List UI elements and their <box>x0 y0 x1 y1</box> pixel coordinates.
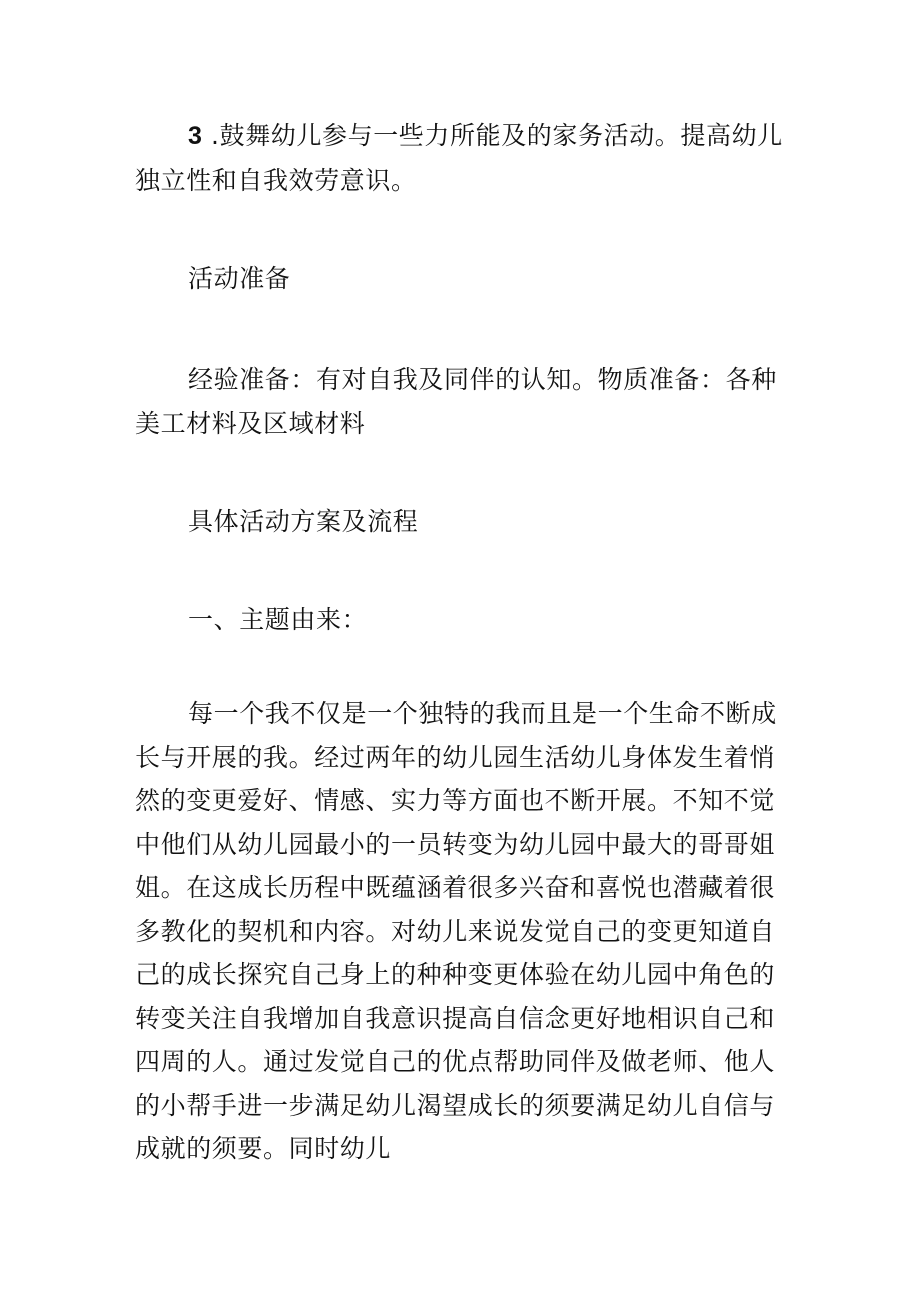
paragraph-goal-3 <box>135 114 795 202</box>
heading-theme-origin: 一、主题由来： <box>188 605 368 634</box>
paragraph-goal-3-text: .鼓舞幼儿参与一些力所能及的家务活动。提高幼儿独立性和自我效劳意识。 <box>135 121 783 195</box>
list-number: 3 <box>188 122 203 150</box>
paragraph-theme-origin-body: 每一个我不仅是一个独特的我而且是一个生命不断成长与开展的我。经过两年的幼儿园生活幼儿身体发生着悄然的变更爱好、情感、实力等方面也不断开展。不知不觉中他们从幼儿园最小的一员转变为幼儿园中最大的哥哥姐姐。在这成长历程中既蕴涵着很多兴奋和喜悦也潜藏着很多教化的契机和内容。对幼儿来说发觉自己的变更知道自己的成长探究自己身上的种种变更体验在幼儿园中角色的转变关注自我增加自我意识提高自信念更好地相识自己和四周的人。通过发觉自己的优点帮助同伴及做老师、他人的小帮手进一步满足幼儿渴望成长的须要满足幼儿自信与成就的须要。同时幼儿 <box>135 699 777 1163</box>
heading-activity-plan: 具体活动方案及流程 <box>188 507 419 536</box>
paragraph-preparation-details: 经验准备：有对自我及同伴的认知。物质准备：各种美工材料及区域材料 <box>135 365 777 438</box>
heading-activity-preparation: 活动准备 <box>188 264 291 293</box>
